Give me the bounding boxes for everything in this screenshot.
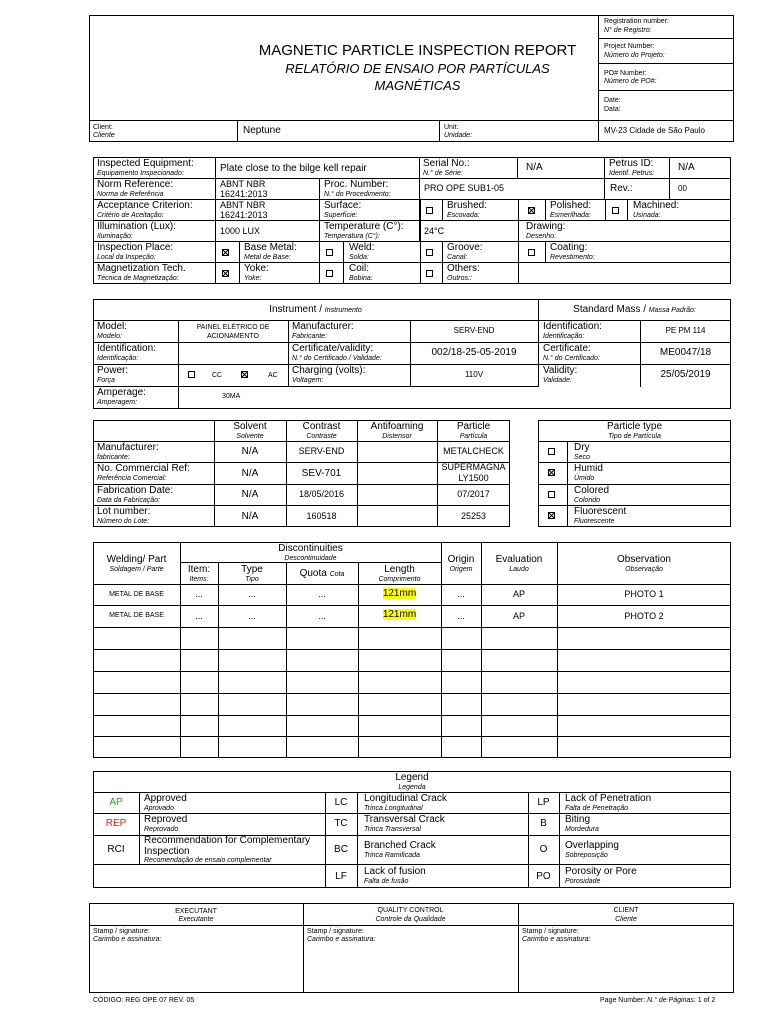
weld-label: Weld:	[349, 242, 375, 253]
proc-label: Proc. Number:	[324, 179, 389, 190]
result-item: ...	[195, 611, 203, 621]
instrument-identification-label: Identification:	[97, 343, 156, 354]
col-length: Length	[384, 564, 415, 575]
particle-value: METALCHECK	[443, 446, 504, 456]
legend-title: Legend	[395, 772, 429, 783]
legend-bc-code: BC	[334, 844, 348, 855]
mass-certificate-label: Certificate:	[543, 343, 591, 354]
legend-tc-label: Transversal Crack	[364, 814, 445, 825]
dry-checkbox[interactable]	[548, 448, 555, 455]
legend-ap-code: AP	[109, 797, 123, 808]
rev-label: Rev.:	[610, 183, 633, 194]
amperage-label: Amperage:	[97, 387, 146, 398]
legend-o-label: Overlapping	[565, 840, 619, 851]
fluorescent-checkbox[interactable]	[548, 512, 555, 519]
coating-checkbox[interactable]	[528, 249, 535, 256]
colored-label: Colored	[574, 485, 610, 496]
legend-b-label: Biting	[565, 814, 591, 825]
unit-value: MV-23 Cidade de São Paulo	[604, 126, 705, 135]
solvent-value: N/A	[241, 489, 259, 500]
page-number: Page Number: N.° de Páginas: 1 of 2	[600, 997, 716, 1004]
report-subtitle-2: MAGNÉTICAS	[374, 78, 461, 93]
model-value: PAINEL ELÉTRICO DE	[196, 324, 270, 331]
result-evaluation: AP	[512, 589, 525, 599]
result-observation: PHOTO 1	[624, 589, 664, 599]
coil-checkbox[interactable]	[326, 270, 333, 277]
legend-lp-code: LP	[537, 797, 550, 808]
legend-lf-label: Lack of fusion	[364, 866, 426, 877]
serial-label: Serial No.:	[423, 158, 470, 169]
petrus-label: Petrus ID:	[609, 158, 654, 169]
result-part: METAL DE BASE	[109, 612, 164, 619]
cc-checkbox[interactable]	[188, 371, 195, 378]
result-quota: ...	[318, 611, 326, 621]
legend-po-code: PO	[536, 871, 551, 882]
standard-mass-header: Standard Mass / Massa Padrão:	[573, 304, 696, 315]
result-length: 121mm	[382, 588, 417, 599]
legend-lp-label: Lack of Penetration	[565, 793, 652, 804]
consumable-row-label: No. Commercial Ref:	[97, 463, 190, 474]
legend-lc-code: LC	[334, 797, 348, 808]
power-label: Power:	[97, 365, 129, 376]
report-title: MAGNETIC PARTICLE INSPECTION REPORT	[258, 42, 577, 59]
fluorescent-label: Fluorescent	[574, 506, 627, 517]
particle-value: 07/2017	[457, 489, 490, 499]
contrast-value: SEV-701	[301, 468, 342, 479]
acceptance-label: Acceptance Criterion:	[97, 200, 193, 211]
result-type: ...	[248, 611, 256, 621]
model-label: Model:	[97, 321, 128, 332]
contrast-value: SERV-END	[298, 446, 345, 456]
yoke-label: Yoke:	[244, 263, 269, 274]
legend-po-label: Porosity or Pore	[565, 866, 637, 877]
legend-lf-code: LF	[335, 871, 347, 882]
result-length: 121mm	[382, 609, 417, 620]
col-observation: Observation	[617, 554, 671, 565]
charging-value: 110V	[464, 370, 484, 379]
solvent-value: N/A	[241, 446, 259, 457]
executant-header: EXECUTANT	[175, 908, 217, 915]
result-part: METAL DE BASE	[109, 591, 164, 598]
client-value: Neptune	[243, 125, 281, 136]
colored-checkbox[interactable]	[548, 491, 555, 498]
particle-value: 25253	[460, 511, 487, 521]
result-quota: ...	[318, 589, 326, 599]
col-item: Item:	[187, 564, 211, 575]
certificate-label: Certificate/validity:	[292, 343, 374, 354]
brushed-label: Brushed:	[447, 200, 488, 211]
rev-value: 00	[678, 184, 687, 193]
result-observation: PHOTO 2	[624, 611, 664, 621]
legend-rci-code: RCI	[107, 844, 125, 855]
legend-bc-label: Branched Crack	[364, 840, 436, 851]
acceptance-value: ABNT NBR	[220, 200, 266, 210]
humid-checkbox[interactable]	[548, 469, 555, 476]
amperage-value: 30MA	[222, 393, 241, 400]
drawing-label: Drawing:	[526, 221, 566, 232]
coil-label: Coil:	[349, 263, 370, 274]
base-metal-checkbox[interactable]	[222, 249, 229, 256]
report-subtitle: RELATÓRIO DE ENSAIO POR PARTÍCULAS	[285, 61, 550, 76]
polished-label: Polished:	[550, 200, 592, 211]
unit-label: Unit:	[444, 124, 459, 131]
ac-checkbox[interactable]	[241, 371, 248, 378]
validity-value: 25/05/2019	[660, 369, 711, 380]
executant-stamp-label: Stamp / signature:	[93, 928, 150, 935]
col-type: Type	[241, 564, 263, 575]
col-contrast: Contrast	[302, 421, 341, 432]
dry-label: Dry	[574, 442, 590, 453]
weld-checkbox[interactable]	[326, 249, 333, 256]
norm-value: ABNT NBR	[220, 179, 266, 189]
col-particle: Particle	[456, 421, 491, 432]
serial-value: N/A	[526, 162, 543, 173]
col-origin: Origin	[447, 554, 475, 565]
groove-checkbox[interactable]	[426, 249, 433, 256]
others-label: Others:	[447, 263, 480, 274]
consumable-row-label: Fabrication Date:	[97, 485, 174, 496]
consumable-row-label: Lot number:	[97, 506, 151, 517]
quality-stamp-label: Stamp / signature:	[307, 928, 364, 935]
solvent-value: N/A	[241, 511, 259, 522]
mass-identification-label: Identification:	[543, 321, 602, 332]
client-label: Client:	[93, 124, 113, 131]
base-metal-label: Base Metal:	[244, 242, 297, 253]
legend-rep-label: Reproved	[144, 814, 188, 825]
yoke-checkbox[interactable]	[222, 270, 229, 277]
illumination-label: Illumination (Lux):	[97, 221, 176, 232]
manufacturer-value: SERV-END	[453, 326, 495, 335]
temperature-label: Temperature (C°):	[324, 221, 404, 232]
charging-label: Charging (volts):	[292, 365, 366, 376]
result-type: ...	[248, 589, 256, 599]
surface-label: Surface:	[324, 200, 362, 211]
inspection-place-label: Inspection Place:	[97, 242, 174, 253]
client-header: CLIENT	[613, 907, 639, 914]
inspected-equipment-label: Inspected Equipment:	[97, 158, 194, 169]
registration-label: Registration number:	[604, 18, 669, 25]
temperature-value: 24°C	[424, 226, 445, 236]
col-discontinuities: Discontinuities	[278, 543, 343, 554]
mass-certificate-value: ME0047/18	[659, 347, 712, 358]
consumable-row-label: Manufacturer:	[97, 442, 159, 453]
particle-value: SUPERMAGNA	[441, 462, 506, 472]
machined-label: Machined:	[633, 200, 680, 211]
col-welding-part: Welding/ Part	[106, 554, 167, 565]
col-solvent: Solvent	[233, 421, 267, 432]
coating-label: Coating:	[550, 242, 588, 253]
result-evaluation: AP	[512, 611, 525, 621]
contrast-value: 18/05/2016	[298, 489, 345, 499]
legend-lc-label: Longitudinal Crack	[364, 793, 447, 804]
particle-type-header: Particle type	[606, 421, 663, 432]
legend-rci-label: Recommendation for Complementary	[144, 835, 311, 846]
result-item: ...	[195, 589, 203, 599]
proc-value: PRO OPE SUB1-05	[424, 183, 505, 193]
quality-header: QUALITY CONTROL	[377, 907, 444, 914]
machined-checkbox[interactable]	[612, 207, 619, 214]
polished-checkbox[interactable]	[528, 207, 535, 214]
ac-label: AC	[268, 372, 278, 379]
cc-label: CC	[212, 372, 223, 379]
norm-label: Norm Reference:	[97, 179, 174, 190]
manufacturer-label: Manufacturer:	[292, 321, 354, 332]
brushed-checkbox[interactable]	[426, 207, 433, 214]
groove-label: Groove:	[447, 242, 483, 253]
date-label: Date:	[604, 97, 621, 104]
document-code: CÓDIGO: REG OPE 07 REV. 05	[93, 997, 195, 1004]
result-origin: ...	[457, 611, 465, 621]
col-evaluation: Evaluation	[495, 554, 543, 565]
legend-tc-code: TC	[334, 818, 348, 829]
result-origin: ...	[457, 589, 465, 599]
petrus-value: N/A	[678, 162, 695, 173]
col-antifoaming: Antifoaming	[370, 421, 424, 432]
legend-b-code: B	[540, 818, 547, 829]
legend-o-code: O	[539, 844, 548, 855]
inspected-equipment-value: Plate close to the bilge kell repair	[220, 163, 367, 174]
illumination-value: 1000 LUX	[220, 226, 261, 236]
project-label: Project Number:	[604, 43, 655, 50]
instrument-header: Instrument / Instrumento	[269, 304, 362, 315]
client-stamp-label: Stamp / signature:	[522, 928, 579, 935]
certificate-value: 002/18-25-05-2019	[431, 347, 517, 358]
solvent-value: N/A	[241, 468, 259, 479]
humid-label: Humid	[574, 463, 603, 474]
mass-identification-value: PE PM 114	[665, 326, 706, 335]
contrast-value: 160518	[306, 511, 337, 521]
col-quota: Quota Cota	[299, 568, 345, 579]
magnetization-label: Magnetization Tech.	[97, 263, 186, 274]
legend-ap-label: Approved	[144, 793, 187, 804]
po-label: PO# Number:	[604, 70, 647, 77]
validity-label: Validity:	[543, 365, 578, 376]
others-checkbox[interactable]	[426, 270, 433, 277]
legend-rep-code: REP	[105, 818, 127, 829]
